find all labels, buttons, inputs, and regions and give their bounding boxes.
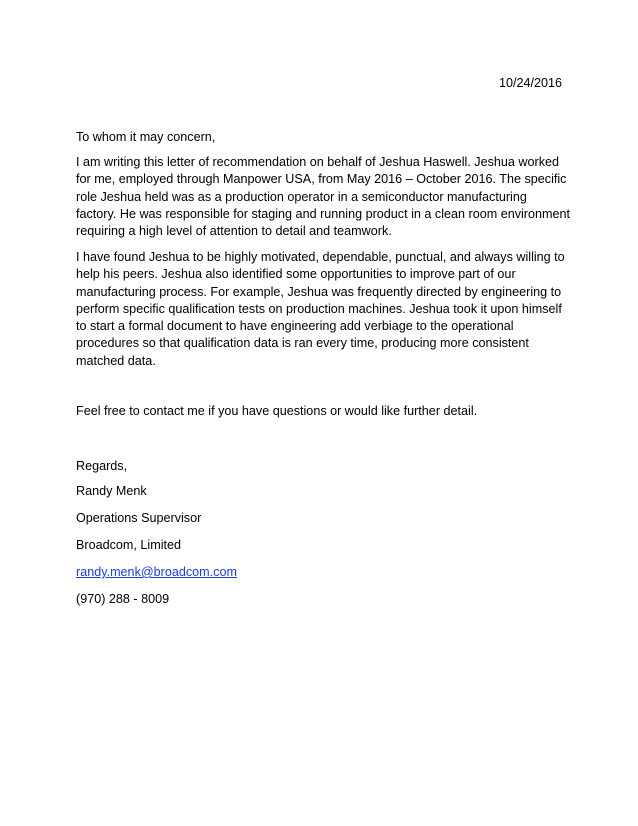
letter-date: 10/24/2016 (498, 76, 562, 90)
body-paragraph-2: I have found Jeshua to be highly motivated, dependable, punctual, and always willing to help his peers. Jeshua also identified some opportunities to improve part of our manufacturing process. For example, Jeshua was frequently directed by engineering to perform specific qualification tests on production machines. Jeshua took it upon himself to start a formal document to have engineering add verbiage to the operational procedures so that qualification data is ran every time, producing more consistent matched data. (76, 250, 565, 368)
signature-name: Randy Menk (76, 484, 147, 498)
signature-phone: (970) 288 - 8009 (76, 592, 170, 606)
signature-company: Broadcom, Limited (76, 538, 181, 552)
email-link[interactable]: randy.menk@broadcom.com (76, 565, 237, 579)
signature-title: Operations Supervisor (76, 511, 202, 525)
body-paragraph-3: Feel free to contact me if you have questions or would like further detail. (76, 404, 478, 418)
closing: Regards, (76, 459, 128, 473)
salutation: To whom it may concern, (76, 130, 216, 144)
body-paragraph-1: I am writing this letter of recommendation on behalf of Jeshua Haswell. Jeshua worked for me, employed through Manpower USA, from May 2016 – October 2016. The specific role Jeshua held was as a production operator in a semiconductor manufacturing factory. He was responsible for staging and running product in a clean room environment requiring a high level of attention to detail and teamwork. (76, 155, 570, 239)
